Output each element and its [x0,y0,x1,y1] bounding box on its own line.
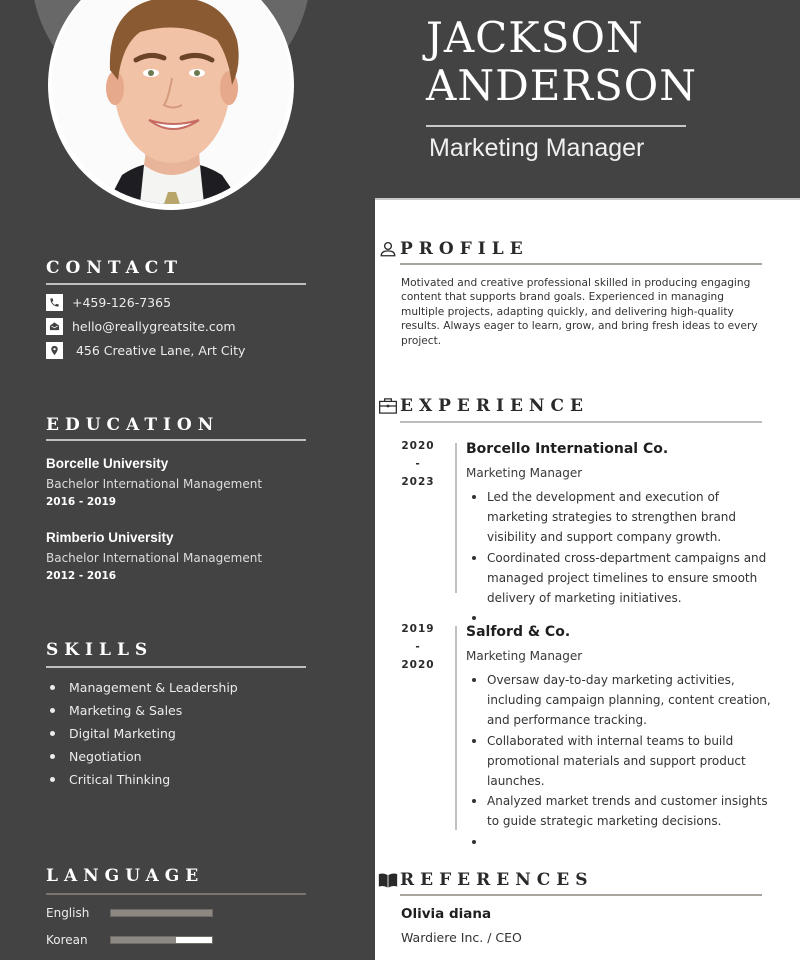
experience-section-header [377,395,589,417]
education-heading: EDUCATION [46,415,220,435]
portrait-illustration [52,0,290,204]
skills-divider [46,666,306,668]
job-role: Marketing Manager [466,466,583,480]
job-dates [395,437,441,491]
experience-divider [400,421,762,423]
skill-item [46,699,238,722]
contact-email[interactable] [46,318,236,335]
job-date-separator: - [415,641,421,653]
job-entry [466,621,776,848]
skill-item [46,676,238,699]
job-bullets [466,487,776,624]
language-heading: LANGUAGE [46,866,205,886]
contact-divider [46,283,306,285]
language-korean [46,933,213,947]
email-address: hello@reallygreatsite.com [72,319,236,334]
job-start-year: 2020 [401,440,435,452]
bullet-icon [50,731,55,736]
references-divider [400,894,762,896]
job-dates [395,620,441,674]
job-bullet-empty [466,832,776,848]
bullet-icon [50,777,55,782]
job-bullet: Analyzed market trends and customer insights to guide strategic marketing decisions. [466,791,776,831]
reference-company-role: Wardiere Inc. / CEO [401,930,522,945]
contact-address[interactable] [46,342,245,359]
job-start-year: 2019 [401,623,435,635]
school-name: Rimberio University [46,530,174,545]
language-name: Korean [46,933,88,947]
references-section-header [377,869,594,891]
job-date-separator: - [415,458,421,470]
phone-icon [46,294,63,311]
job-bullet: Oversaw day-to-day marketing activities, including campaign planning, content creation, and performance tracking. [466,670,776,731]
book-icon [377,869,399,891]
reference-name: Olivia diana [401,906,492,922]
timeline-line [455,443,457,593]
job-bullet: Collaborated with internal teams to build promotional materials and support product launches. [466,731,776,792]
skill-item [46,768,238,791]
language-english [46,906,213,920]
job-role: Marketing Manager [466,649,583,663]
profile-summary: Motivated and creative professional skilled in producing engaging content that supports brand goals. Experienced in managing multiple projects, adapting quickly, and delivering high-quality results. Always eager to learn, grow, and bring fresh ideas to every project. [401,277,758,347]
avatar [52,0,290,204]
skills-heading: SKILLS [46,640,154,660]
last-name: ANDERSON [426,61,697,110]
education-years: 2016 - 2019 [46,496,117,508]
job-end-year: 2020 [401,659,435,671]
job-bullet: Coordinated cross-department campaigns and managed project timelines to ensure smooth delivery of marketing initiatives. [466,548,776,609]
skill-label: Digital Marketing [69,726,176,741]
candidate-name [426,14,697,110]
street-address: 456 Creative Lane, Art City [72,343,246,358]
first-name: JACKSON [426,13,644,62]
bullet-icon [50,708,55,713]
contact-heading: CONTACT [46,258,183,278]
education-entry [46,528,262,584]
skills-list [46,676,238,791]
profile-section-header [377,238,529,260]
degree: Bachelor International Management [46,477,263,491]
briefcase-icon [377,395,399,417]
experience-heading: EXPERIENCE [400,396,589,416]
education-divider [46,439,306,441]
profile-divider [400,263,762,265]
profile-heading: PROFILE [400,239,529,259]
references-heading: REFERENCES [400,870,594,890]
company-name: Salford & Co. [466,624,571,640]
language-divider [46,893,306,895]
bullet-icon [50,754,55,759]
language-level-bar [110,936,213,944]
degree: Bachelor International Management [46,551,263,565]
language-level-bar [110,909,213,917]
skill-label: Critical Thinking [69,772,171,787]
skill-item [46,722,238,745]
phone-number: +459-126-7365 [72,295,172,310]
school-name: Borcelle University [46,456,169,471]
bullet-icon [50,685,55,690]
photo-frame [48,0,294,210]
job-title: Marketing Manager [429,134,645,162]
job-end-year: 2023 [401,476,435,488]
timeline-line [455,626,457,830]
skill-label: Negotiation [69,749,142,764]
user-icon [377,238,399,260]
skill-item [46,745,238,768]
skill-label: Marketing & Sales [69,703,183,718]
job-bullet: Led the development and execution of marketing strategies to strengthen brand visibility and support company growth. [466,487,776,548]
job-bullets [466,670,776,848]
skill-label: Management & Leadership [69,680,238,695]
header-divider [426,125,686,127]
job-entry [466,438,776,624]
mail-icon [46,318,63,335]
location-pin-icon [46,342,63,359]
contact-phone[interactable] [46,294,171,311]
education-years: 2012 - 2016 [46,570,117,582]
company-name: Borcello International Co. [466,441,669,457]
language-name: English [46,906,90,920]
education-entry [46,454,262,510]
